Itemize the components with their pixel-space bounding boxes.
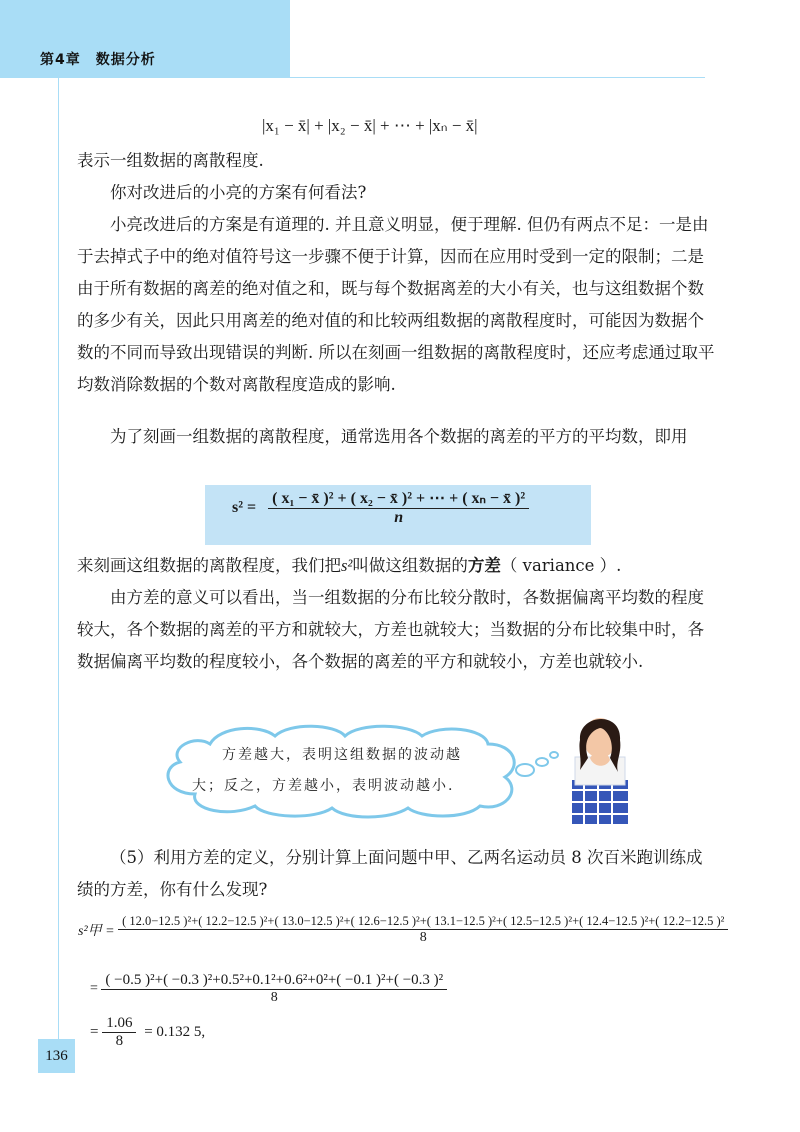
- variance-formula: [232, 488, 529, 527]
- cloud-shape: [168, 726, 514, 817]
- paragraph-3: 小亮改进后的方案是有道理的. 并且意义明显，便于理解. 但仍有两点不足：一是由于去掉式子中的绝对值符号这一步骤不便于计算，因而在应用时受到一定的限制；二是由于所有数据的离差的绝对值之和，既与每个数据离差的大小有关，也与这组数据个数的多少有关，因此只用离差的绝对值的和比较两组数据的离散程度时，可能因为数据个数的不同而导致出现错误的判断. 所以在刻画一组数据的离散程度时，还应考虑通过取平均数消除数据的个数对离散程度造成的影响.: [77, 215, 715, 394]
- cloud-bubble: [550, 752, 558, 758]
- paragraph-1: 表示一组数据的离散程度.: [77, 151, 264, 170]
- calc-numerator-1: ( 12.0−12.5 )²+( 12.2−12.5 )²+( 13.0−12.5 )²+( 12.6−12.5 )²+( 13.1−12.5 )²+( 12.5−12.5 )²+( 12.4−12.5 )²+( 12.2−12.5 )²: [122, 914, 725, 928]
- paragraph-5: [77, 550, 717, 582]
- cloud-bubble: [516, 764, 534, 776]
- page-number: 136: [38, 1039, 75, 1073]
- header-rule: [290, 77, 705, 78]
- calc-denominator-2: 8: [270, 990, 278, 1005]
- calc-denominator-1: 8: [419, 930, 427, 945]
- girl-illustration: [560, 702, 640, 827]
- p5-part-b: 叫做这组数据的: [352, 556, 468, 575]
- p5-part-c: （ variance ）.: [500, 556, 622, 575]
- variance-lhs: s² =: [232, 498, 257, 516]
- paragraph-6: 由方差的意义可以看出，当一组数据的分布比较分散时，各数据偏离平均数的程度较大，各个数据的离差的平方和就较大，方差也就较大；当数据的分布比较集中时，各数据偏离平均数的程度较小，各个数据的离差的平方和就较小，方差也就较小.: [77, 588, 704, 671]
- calc-eq-3: =: [90, 1024, 99, 1040]
- cloud-line-2: 大；反之，方差越小，表明波动越小.: [192, 778, 455, 794]
- paragraph-7: （5）利用方差的定义，分别计算上面问题中甲、乙两名运动员 8 次百米跑训练成绩的方差，你有什么发现?: [77, 848, 703, 899]
- calc-denominator-3: 8: [115, 1033, 124, 1049]
- margin-line: [58, 78, 59, 1068]
- calc-line-2: [90, 972, 447, 1006]
- calc-numerator-2: ( −0.5 )²+( −0.3 )²+0.5²+0.1²+0.6²+0²+( −0.1 )²+( −0.3 )²: [105, 972, 444, 988]
- variance-numerator: ( x₁ − x̄ )² + ( x₂ − x̄ )² + ⋯ + ( xₙ − x̄ )²: [272, 490, 526, 507]
- variance-denominator: n: [394, 509, 404, 526]
- calc-line-3: [90, 1015, 205, 1050]
- chapter-title: 第4章 数据分析: [40, 52, 156, 68]
- calc-result: = 0.132 5,: [144, 1024, 206, 1040]
- paragraph-4: 为了刻画一组数据的离散程度，通常选用各个数据的离差的平方的平均数，即用: [110, 427, 688, 446]
- absolute-deviation-formula: |x₁ − x̄| + |x₂ − x̄| + ⋯ + |xₙ − x̄|: [262, 116, 478, 135]
- paragraph-2: 你对改进后的小亮的方案有何看法?: [110, 183, 367, 202]
- calc-line-1: [78, 914, 728, 946]
- thought-cloud: [150, 722, 570, 822]
- p5-variance-term: 方差: [467, 556, 501, 575]
- calc-eq-2: =: [90, 981, 98, 996]
- calc-lhs: s²甲 =: [78, 924, 115, 939]
- p5-part-a: 来刻画这组数据的离散程度，我们把: [77, 556, 341, 575]
- cloud-line-1: 方差越大，表明这组数据的波动越: [222, 747, 462, 763]
- calc-numerator-3: 1.06: [106, 1015, 133, 1031]
- cloud-bubble: [536, 758, 548, 766]
- p5-s2: s²: [341, 556, 353, 575]
